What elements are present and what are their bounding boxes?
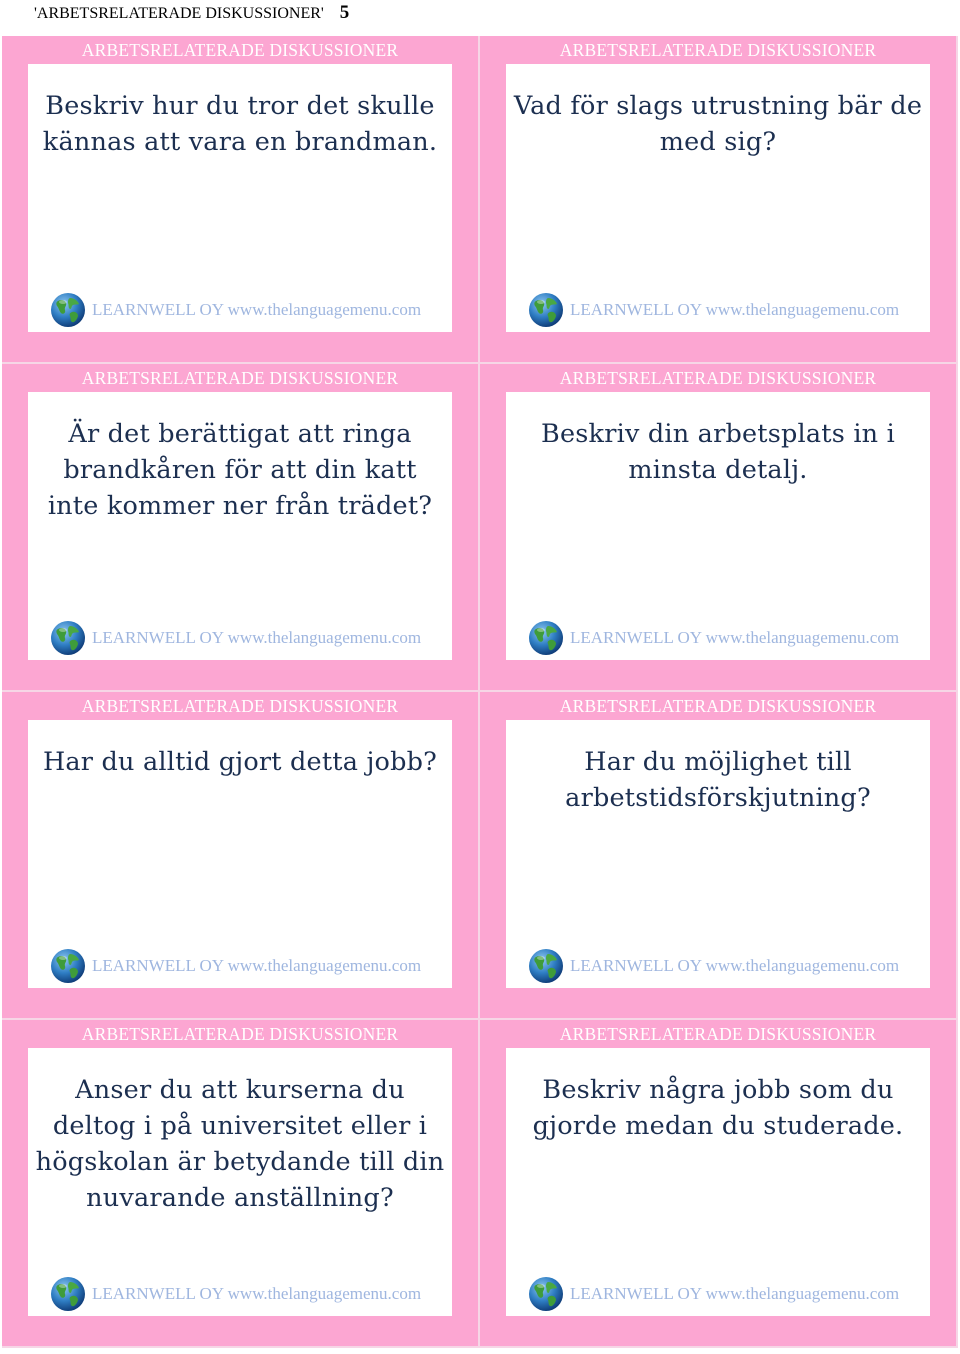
card-footer (50, 620, 421, 656)
card-question: Är det berättigat att ringa brandkåren för att din katt inte kommer ner från trädet? (47, 419, 433, 521)
globe-icon (50, 948, 86, 984)
page-title: 'ARBETSRELATERADE DISKUSSIONER' (34, 5, 324, 22)
card-question: Har du möjlighet till arbetstidsförskjutning? (565, 747, 871, 813)
card-body (28, 720, 452, 988)
discussion-card (2, 36, 480, 364)
card-grid (2, 36, 958, 1352)
globe-icon (528, 1276, 564, 1312)
card-title: ARBETSRELATERADE DISKUSSIONER (81, 1024, 399, 1044)
card-body (506, 1048, 930, 1316)
card-question: Anser du att kurserna du deltog i på universitet eller i högskolan är betydande till din nuvarande anställning? (35, 1075, 445, 1213)
card-footer (528, 620, 899, 656)
discussion-card (480, 36, 958, 364)
card-footer (50, 948, 421, 984)
card-footer (50, 1276, 421, 1312)
card-footer-text: LEARNWELL OY www.thelanguagemenu.com (570, 300, 900, 319)
card-footer-text: LEARNWELL OY www.thelanguagemenu.com (570, 628, 900, 647)
card-footer-text: LEARNWELL OY www.thelanguagemenu.com (92, 1284, 422, 1303)
card-question: Beskriv hur du tror det skulle kännas att vara en brandman. (42, 91, 438, 157)
card-title: ARBETSRELATERADE DISKUSSIONER (559, 696, 877, 716)
card-footer-text: LEARNWELL OY www.thelanguagemenu.com (570, 1284, 900, 1303)
card-question: Vad för slags utrustning bär de med sig? (513, 91, 923, 157)
discussion-card (2, 364, 480, 692)
card-body (28, 1048, 452, 1316)
card-question: Beskriv några jobb som du gjorde medan du studerade. (532, 1075, 904, 1141)
page-header (34, 2, 349, 26)
discussion-card (2, 692, 480, 1020)
card-footer (528, 292, 899, 328)
globe-icon (50, 620, 86, 656)
card-title: ARBETSRELATERADE DISKUSSIONER (559, 1024, 877, 1044)
card-footer-text: LEARNWELL OY www.thelanguagemenu.com (92, 300, 422, 319)
card-question: Beskriv din arbetsplats in i minsta detalj. (541, 419, 895, 485)
card-body (28, 64, 452, 332)
card-body (506, 720, 930, 988)
globe-icon (50, 1276, 86, 1312)
card-body (28, 392, 452, 660)
globe-icon (50, 292, 86, 328)
discussion-card (480, 1020, 958, 1348)
card-footer (50, 292, 421, 328)
discussion-card (480, 692, 958, 1020)
card-footer (528, 948, 899, 984)
card-title: ARBETSRELATERADE DISKUSSIONER (81, 368, 399, 388)
discussion-card (480, 364, 958, 692)
discussion-card (2, 1020, 480, 1348)
card-title: ARBETSRELATERADE DISKUSSIONER (559, 368, 877, 388)
card-title: ARBETSRELATERADE DISKUSSIONER (559, 40, 877, 60)
globe-icon (528, 620, 564, 656)
card-body (506, 392, 930, 660)
card-title: ARBETSRELATERADE DISKUSSIONER (81, 40, 399, 60)
card-title: ARBETSRELATERADE DISKUSSIONER (81, 696, 399, 716)
card-footer (528, 1276, 899, 1312)
card-question: Har du alltid gjort detta jobb? (42, 747, 438, 777)
globe-icon (528, 948, 564, 984)
card-body (506, 64, 930, 332)
globe-icon (528, 292, 564, 328)
card-footer-text: LEARNWELL OY www.thelanguagemenu.com (92, 956, 422, 975)
card-footer-text: LEARNWELL OY www.thelanguagemenu.com (570, 956, 900, 975)
card-footer-text: LEARNWELL OY www.thelanguagemenu.com (92, 628, 422, 647)
page-number: 5 (339, 2, 350, 23)
